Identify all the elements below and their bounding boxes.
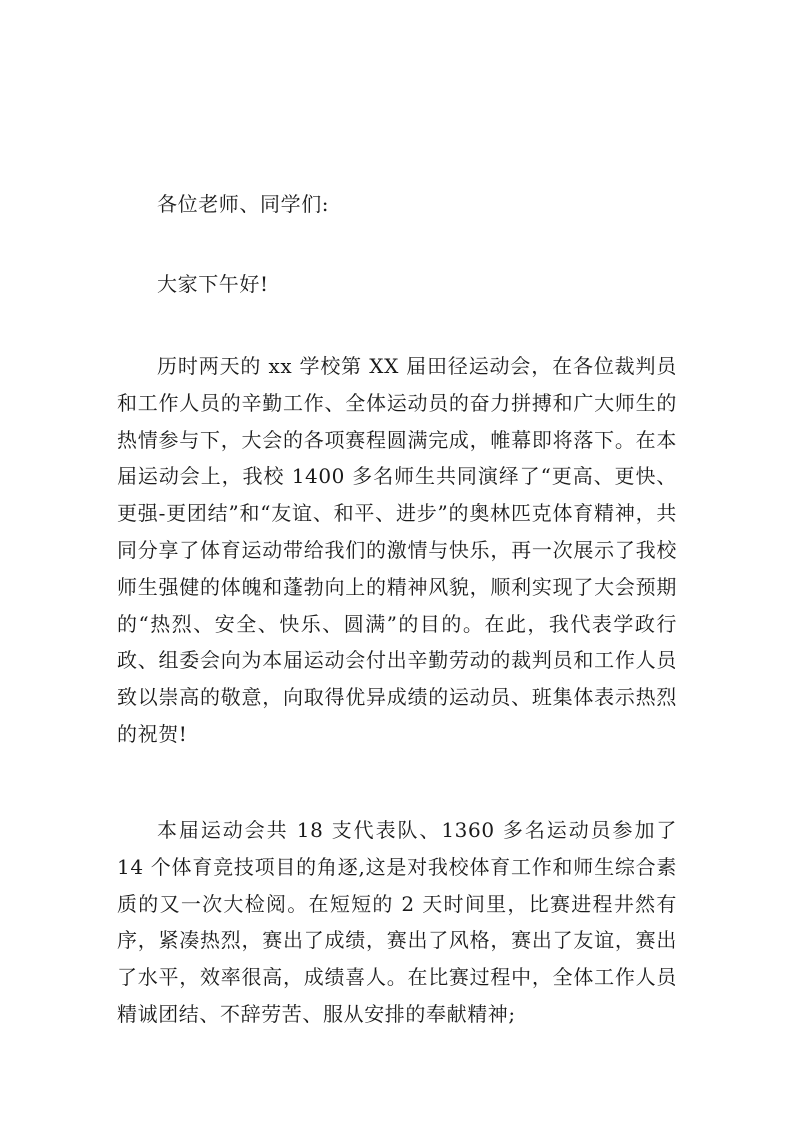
body-paragraph-1: 历时两天的 xx 学校第 XX 届田径运动会，在各位裁判员和工作人员的辛勤工作、全体运动员的奋力拼搏和广大师生的热情参与下，大会的各项赛程圆满完成，帷幕即将落下。在本届运动会上，我校 1400 多名师生共同演绎了“更高、更快、更强-更团结”和“友谊、和平、进步”的奥林匹克体育精神，共同分享了体育运动带给我们的激情与快乐，再一次展示了我校师生强健的体魄和蓬勃向上的精神风貌，顺利实现了大会预期的“热烈、安全、快乐、圆满”的目的。在此，我代表学政行政、组委会向为本届运动会付出辛勤劳动的裁判员和工作人员致以崇高的敬意，向取得优异成绩的运动员、班集体表示热烈的祝贺! xyxy=(117,354,677,746)
greeting: 大家下午好! xyxy=(157,272,269,296)
salutation: 各位老师、同学们: xyxy=(157,192,330,216)
body-paragraph-2: 本届运动会共 18 支代表队、1360 多名运动员参加了 14 个体育竞技项目的角逐,这是对我校体育工作和师生综合素质的又一次大检阅。在短短的 2 天时间里，比赛进程井然有序，紧凑热烈，赛出了成绩，赛出了风格，赛出了友谊，赛出了水平，效率很高，成绩喜人。在比赛过程中，全体工作人员精诚团结、不辞劳苦、服从安排的奉献精神; xyxy=(117,818,677,1026)
